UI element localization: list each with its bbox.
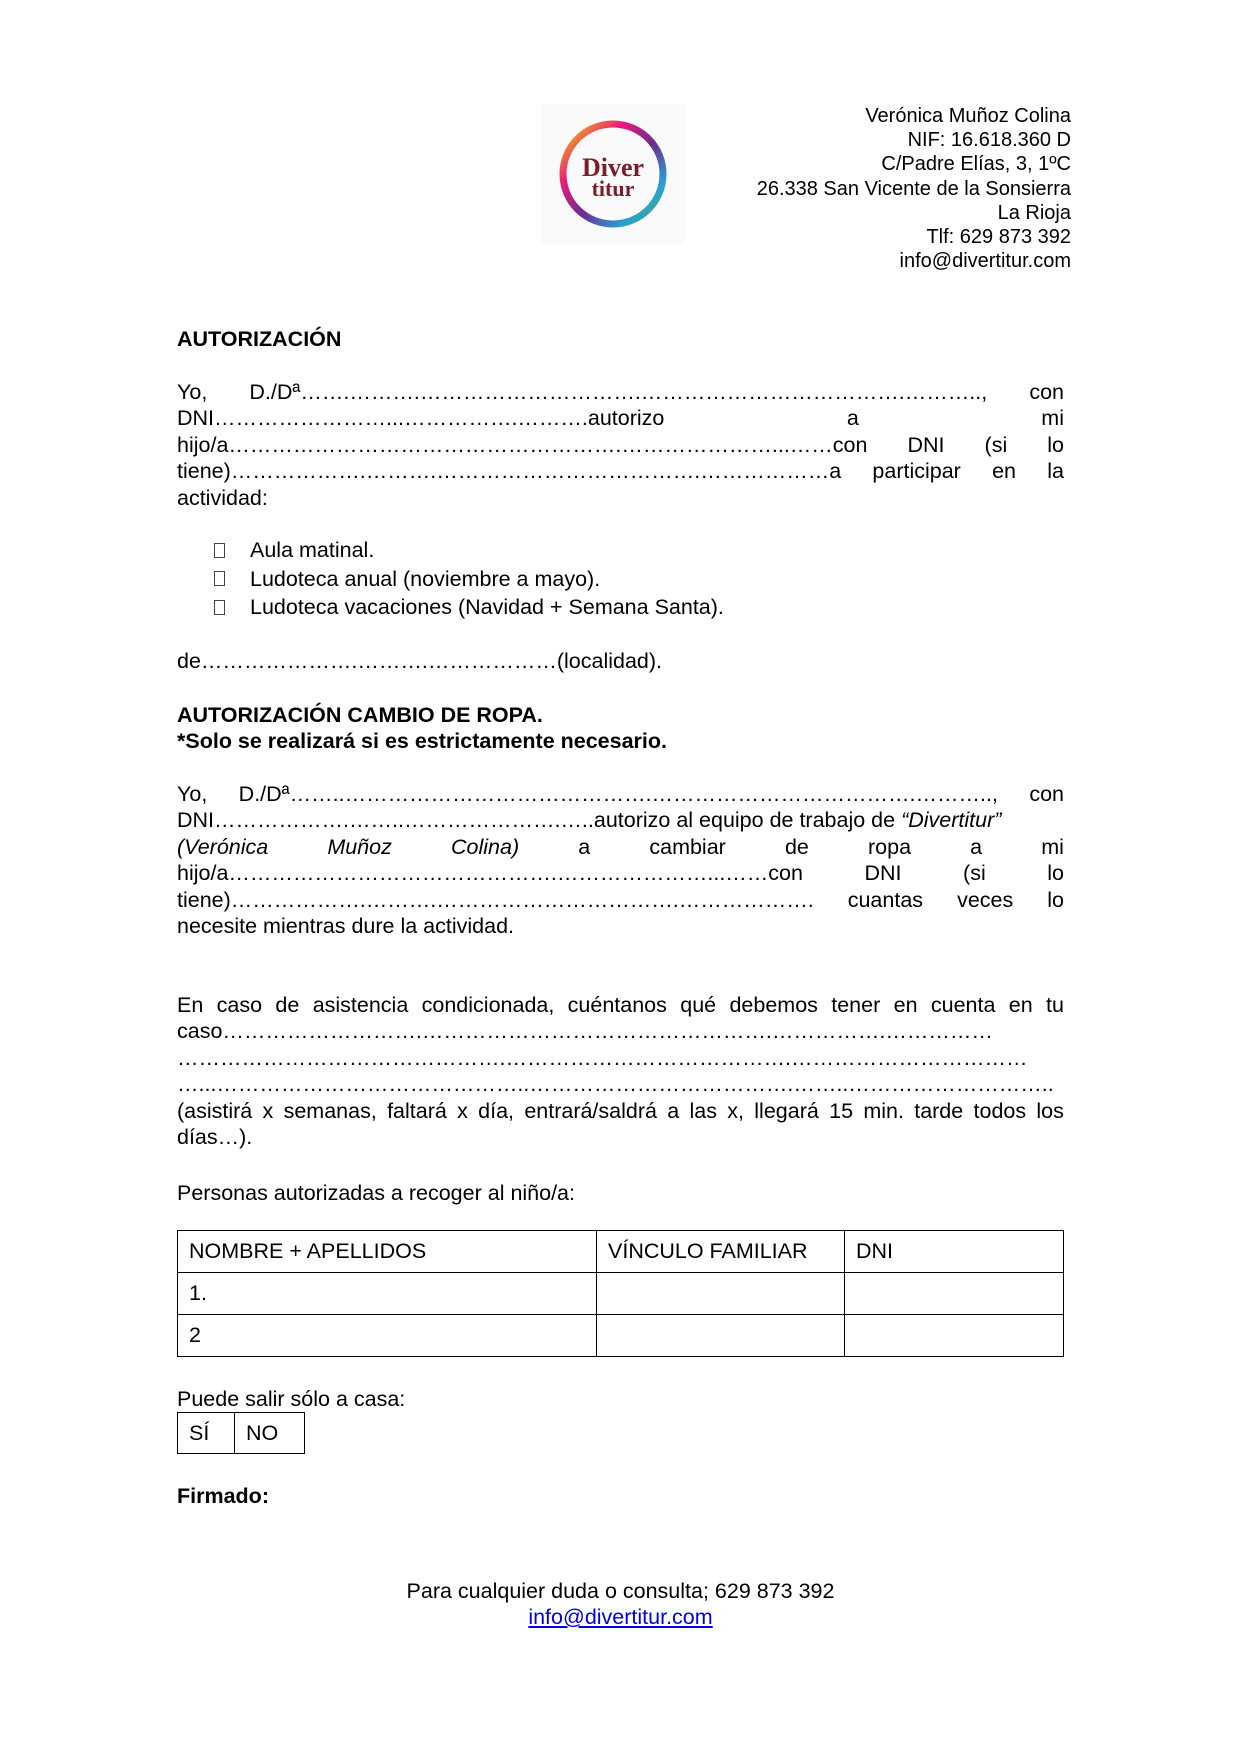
clothes-paragraph (177, 781, 1064, 939)
checkbox-icon[interactable] (214, 543, 225, 558)
conditions-line-1 (177, 992, 1064, 1018)
word: cuantas (847, 887, 924, 912)
word: (si (963, 861, 986, 886)
word: entrará/saldrá (524, 1098, 657, 1123)
sender-name: Verónica Muñoz Colina (865, 105, 1071, 127)
conditions-line-6: días…). (177, 1125, 253, 1150)
word: caso (216, 993, 263, 1017)
sender-block (757, 104, 1071, 273)
clothes-line-4 (177, 860, 1064, 886)
word: DNI……………………...…………….……….autorizo (177, 406, 665, 431)
activity-options (214, 536, 724, 622)
clothes-line-1 (177, 781, 1064, 807)
word: hijo/a……………………………………………….…………………...……con (177, 432, 868, 457)
word: x, (727, 1098, 744, 1123)
word: semanas, (283, 1098, 377, 1123)
word: (Verónica (177, 834, 269, 859)
word: a (970, 834, 983, 859)
word: con (1029, 782, 1064, 806)
clothes-title: AUTORIZACIÓN CAMBIO DE ROPA. (177, 703, 543, 727)
cell-relationship[interactable] (597, 1273, 845, 1315)
word: (asistirá (177, 1098, 253, 1123)
word: ropa (868, 834, 912, 859)
auth-title: AUTORIZACIÓN (177, 327, 342, 351)
clothes-subtitle: *Solo se realizará si es estrictamente necesario. (177, 729, 667, 753)
header-dni: DNI (845, 1231, 1064, 1273)
word: En (177, 993, 204, 1017)
word: veces (957, 887, 1014, 912)
word: en (1008, 993, 1033, 1017)
word: tu (1046, 993, 1064, 1017)
auth-line-4 (177, 458, 1064, 484)
svg-text:Diver: Diver (581, 153, 645, 182)
cell-name[interactable]: 1. (178, 1273, 597, 1315)
word: DNI (907, 432, 945, 457)
word: Muñoz (327, 834, 392, 859)
option-label: Aula matinal. (250, 538, 375, 562)
sender-city: 26.338 San Vicente de la Sonsierra (756, 177, 1071, 200)
word: los (1036, 1098, 1064, 1123)
word: debemos (729, 993, 818, 1017)
locality-line: de………………….……….………………(localidad). (177, 649, 663, 673)
word: Yo, (177, 380, 208, 404)
cell-dni[interactable] (845, 1315, 1064, 1357)
word: las (689, 1098, 717, 1123)
alone-table (177, 1412, 305, 1454)
auth-line-1 (177, 379, 1064, 405)
word: condicionada, (421, 993, 555, 1017)
word: x (457, 1098, 468, 1123)
company-name: “Divertitur” (901, 808, 1002, 833)
auth-paragraph (177, 379, 1064, 511)
svg-text:titur: titur (591, 176, 635, 201)
sender-address: C/Padre Elías, 3, 1ºC (881, 153, 1071, 176)
word: min. (863, 1098, 904, 1123)
word: DNI (864, 861, 902, 886)
word: la (1047, 459, 1064, 484)
cell-dni[interactable] (845, 1273, 1064, 1315)
word: de (784, 834, 809, 859)
conditions-line-4: …...……………………………………..……………………………….……..……………………….. (177, 1072, 1054, 1097)
word: Yo, (177, 782, 208, 806)
word: a (578, 834, 591, 859)
word: faltará (387, 1098, 447, 1123)
word: lo (1047, 432, 1064, 457)
word: tiene)……………….……….…………………………….………………. (177, 887, 814, 912)
word: mi (1041, 834, 1064, 859)
sender-nif: NIF: 16.618.360 D (907, 129, 1071, 152)
word: de (275, 993, 300, 1017)
option-ludoteca-vacaciones[interactable] (214, 593, 724, 622)
sender-region: La Rioja (997, 201, 1071, 224)
word: tener (831, 993, 881, 1017)
table-row (178, 1273, 1064, 1315)
checkbox-icon[interactable] (214, 600, 225, 615)
word: en (992, 459, 1016, 484)
word: día, (478, 1098, 515, 1123)
option-label: Ludoteca vacaciones (Navidad + Semana Santa). (250, 595, 724, 619)
pickup-table (177, 1230, 1064, 1357)
word: D./Dª……..…………………………………….……………………………….……….., (238, 782, 998, 806)
no-cell[interactable]: NO (235, 1413, 305, 1454)
sender-phone: Tlf: 629 873 392 (926, 226, 1071, 249)
word: todos (973, 1098, 1027, 1123)
header-relationship: VÍNCULO FAMILIAR (597, 1231, 845, 1273)
auth-line-5: actividad: (177, 485, 268, 510)
option-ludoteca-anual[interactable] (214, 565, 724, 594)
option-label: Ludoteca anual (noviembre a mayo). (250, 566, 601, 591)
table-header-row (178, 1231, 1064, 1273)
word: participar (872, 459, 961, 484)
footer-text: Para cualquier duda o consulta; 629 873 392 (406, 1579, 835, 1603)
word: cuenta (930, 993, 996, 1017)
header-name: NOMBRE + APELLIDOS (178, 1231, 597, 1273)
cell-name[interactable]: 2 (178, 1315, 597, 1357)
word: lo (1047, 861, 1064, 886)
word: a (846, 406, 859, 431)
word: en (893, 993, 918, 1017)
word: mi (1041, 406, 1064, 431)
pickup-label: Personas autorizadas a recoger al niño/a: (177, 1181, 575, 1205)
word: (si (984, 432, 1008, 457)
word: a (667, 1098, 680, 1123)
table-row (178, 1315, 1064, 1357)
word: qué (680, 993, 717, 1017)
word: Colina) (451, 834, 520, 859)
word: 15 (829, 1098, 854, 1123)
clothes-line-2 (177, 807, 1064, 833)
alone-label: Puede salir sólo a casa: (177, 1387, 406, 1411)
checkbox-icon[interactable] (214, 571, 225, 586)
alone-row (178, 1413, 305, 1454)
auth-line-3 (177, 432, 1064, 458)
signed-label: Firmado: (177, 1484, 269, 1508)
text: DNI……………….……..………………….…..autorizo al equipo de trabajo de (177, 808, 902, 833)
word: hijo/a……………………………………….…………………...……con (177, 861, 803, 886)
divertitur-logo (541, 104, 685, 244)
conditions-line-3: ……………………………………….………………………………….…………………………… (177, 1045, 1028, 1070)
clothes-line-5 (177, 887, 1064, 913)
cell-relationship[interactable] (597, 1315, 845, 1357)
conditions-line-2: caso……………………….………………………………………….…………….…………… (177, 1019, 993, 1044)
footer (0, 1578, 1241, 1630)
word: asistencia (312, 993, 409, 1017)
option-aula-matinal[interactable] (214, 536, 724, 565)
clothes-line-6: necesite mientras dure la actividad. (177, 914, 515, 939)
footer-email-link[interactable]: info@divertitur.com (528, 1605, 713, 1629)
logo-ring-icon (541, 104, 685, 244)
clothes-line-3 (177, 834, 1064, 860)
conditions-line-5 (177, 1098, 1064, 1124)
word: tarde (914, 1098, 964, 1123)
word: cambiar (649, 834, 726, 859)
sender-email: info@divertitur.com (899, 250, 1071, 273)
yes-cell[interactable]: SÍ (178, 1413, 235, 1454)
word: D./Dª…….……….………………………….……………………………….……….., (249, 380, 988, 404)
word: cuéntanos (567, 993, 667, 1017)
word: lo (1047, 887, 1064, 912)
conditions-paragraph (177, 992, 1064, 1150)
word: x (262, 1098, 274, 1123)
auth-line-2 (177, 405, 1064, 431)
word: tiene)……………….……….……………………………….………………a (177, 459, 842, 484)
word: llegará (754, 1098, 819, 1123)
word: con (1029, 380, 1064, 404)
